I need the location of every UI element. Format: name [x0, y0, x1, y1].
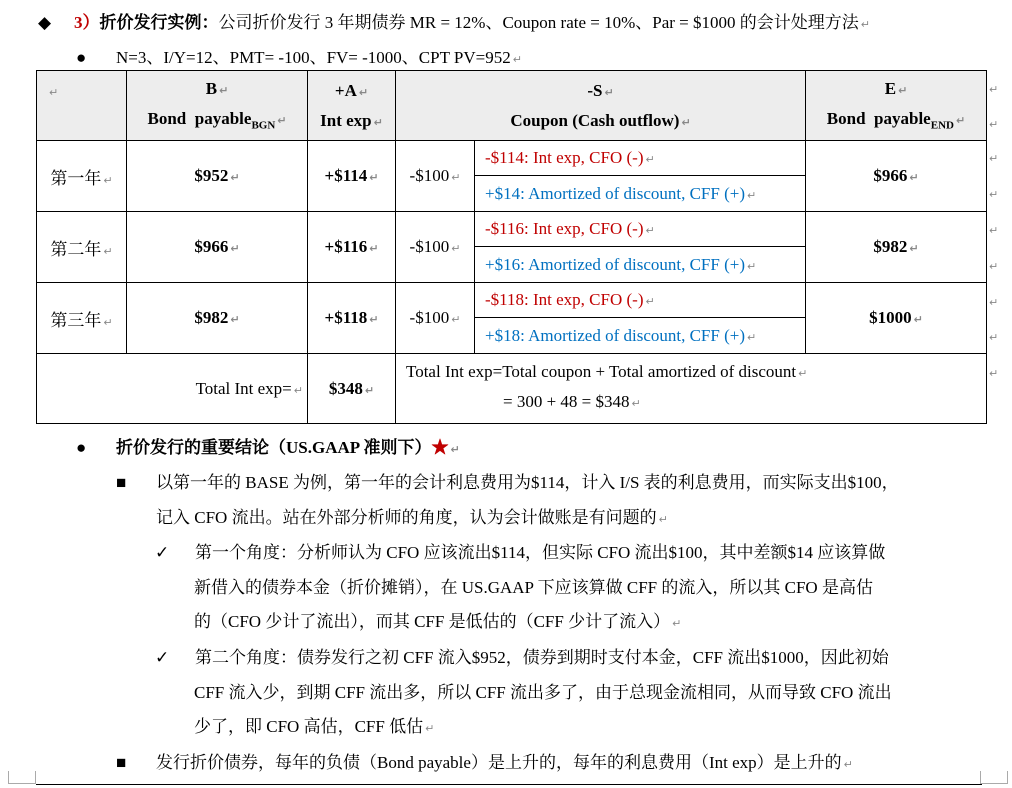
- paragraph-mark-icon: ↵: [450, 443, 460, 456]
- round-bullet-icon: ●: [76, 48, 87, 67]
- conclusion-title: 折价发行的重要结论（US.GAAP 准则下）: [116, 438, 432, 457]
- point-item-cont: [156, 503, 668, 528]
- heading-title: 折价发行实例：: [99, 13, 219, 32]
- check-item: [155, 643, 889, 668]
- checkmark-icon: ✓: [155, 543, 170, 562]
- table-row: [37, 283, 987, 318]
- header-int-exp: +A ↵ Int exp ↵: [308, 71, 396, 141]
- check-line: 少了，即 CFO 高估，CFF 低估: [194, 717, 424, 736]
- paragraph-mark-icon: ↵: [989, 260, 999, 273]
- paragraph-mark-icon: ↵: [989, 296, 999, 309]
- check-line: 第二个角度：债券发行之初 CFF 流入$952，债券到期时支付本金，CFF 流出$1000，因此初始: [195, 648, 889, 667]
- heading-text: 公司折价发行 3 年期债券 MR = 12%、Coupon rate = 10%、Par = $1000 的会计处理方法: [218, 13, 859, 32]
- int-exp-cell: +$118 ↵: [308, 283, 396, 354]
- amortized-cff-cell: +$16: Amortized of discount, CFF (+) ↵: [475, 247, 806, 283]
- coupon-cell: -$100 ↵: [396, 283, 475, 354]
- check-item-cont: [194, 607, 681, 632]
- header-bond-payable-bgn: B ↵ Bond payable$_{BGN}$ ↵: [127, 71, 308, 141]
- total-label-cell: Total Int exp= ↵: [37, 354, 308, 424]
- conclusion-heading: [76, 433, 460, 458]
- check-item-cont: [194, 573, 873, 598]
- paragraph-mark-icon: ↵: [989, 188, 999, 201]
- int-exp-cfo-cell: -$114: Int exp, CFO (-) ↵: [475, 141, 806, 176]
- point-line: 记入 CFO 流出。站在外部分析师的角度，认为会计做账是有问题的: [156, 508, 657, 527]
- paragraph-mark-icon: ↵: [989, 152, 999, 165]
- point-item: [116, 748, 853, 773]
- margin-corner-mark: [8, 771, 36, 784]
- check-item: [155, 538, 885, 563]
- total-row: [37, 354, 987, 424]
- square-bullet-icon: ■: [116, 753, 127, 772]
- year-cell: 第二年 ↵: [37, 212, 127, 283]
- check-line: 新借入的债券本金（折价摊销），在 US.GAAP 下应该算做 CFF 的流入，所以其 CFO 是高估: [194, 578, 873, 597]
- end-cell: $1000 ↵: [806, 283, 987, 354]
- end-cell: $982 ↵: [806, 212, 987, 283]
- table-row: [37, 141, 987, 176]
- calc-text: N=3、I/Y=12、PMT= -100、FV= -1000、CPT PV=952: [116, 48, 511, 67]
- total-value-cell: $348 ↵: [308, 354, 396, 424]
- point-line: 发行折价债券，每年的负债（Bond payable）是上升的，每年的利息费用（Int exp）是上升的: [156, 753, 842, 772]
- total-formula-line2: = 300 + 48 = $348: [503, 392, 630, 411]
- paragraph-mark-icon: ↵: [658, 513, 668, 526]
- bgn-cell: $982 ↵: [127, 283, 308, 354]
- end-cell: $966 ↵: [806, 141, 987, 212]
- table-row: [37, 212, 987, 247]
- check-line: CFF 流入少，到期 CFF 流出多，所以 CFF 流出多了，由于总现金流相同，从而导致 CFO 流出: [194, 683, 892, 702]
- point-line: 以第一年的 BASE 为例，第一年的会计利息费用为$114，计入 I/S 表的利息费用，而实际支出$100，: [156, 473, 899, 492]
- paragraph-mark-icon: ↵: [860, 18, 870, 31]
- check-line: 的（CFO 少计了流出），而其 CFF 是低估的（CFF 少计了流入）: [194, 612, 671, 631]
- check-item-cont: [194, 712, 434, 737]
- amortized-cff-cell: +$18: Amortized of discount, CFF (+) ↵: [475, 318, 806, 354]
- section-heading: [38, 8, 870, 33]
- paragraph-mark-icon: ↵: [989, 331, 999, 344]
- page-margin-bar: [0, 771, 1012, 788]
- header-empty-cell: ↵: [37, 71, 127, 141]
- paragraph-mark-icon: ↵: [672, 617, 682, 630]
- header-coupon: -S ↵ Coupon (Cash outflow) ↵: [396, 71, 806, 141]
- year-cell: 第一年 ↵: [37, 141, 127, 212]
- header-bond-payable-end: E ↵ Bond payable$_{END}$ ↵: [806, 71, 987, 141]
- coupon-cell: -$100 ↵: [396, 212, 475, 283]
- int-exp-cfo-cell: -$116: Int exp, CFO (-) ↵: [475, 212, 806, 247]
- point-item: [116, 468, 899, 493]
- int-exp-cell: +$114 ↵: [308, 141, 396, 212]
- paragraph-mark-icon: ↵: [512, 53, 522, 66]
- checkmark-icon: ✓: [155, 648, 170, 667]
- bgn-cell: $952 ↵: [127, 141, 308, 212]
- paragraph-mark-icon: ↵: [425, 722, 435, 735]
- paragraph-mark-icon: ↵: [989, 367, 999, 380]
- paragraph-mark-icon: ↵: [989, 83, 999, 96]
- calc-line: [76, 43, 522, 68]
- total-formula-line1: Total Int exp=Total coupon + Total amortized of discount: [406, 362, 797, 381]
- paragraph-mark-icon: ↵: [843, 758, 853, 771]
- check-line: 第一个角度：分析师认为 CFO 应该流出$114，但实际 CFO 流出$100，其中差额$14 应该算做: [195, 543, 886, 562]
- amortized-cff-cell: +$14: Amortized of discount, CFF (+) ↵: [475, 176, 806, 212]
- square-bullet-icon: ■: [116, 473, 127, 492]
- check-item-cont: [194, 678, 892, 703]
- round-bullet-icon: ●: [76, 438, 87, 457]
- bond-table: [36, 70, 987, 424]
- margin-corner-mark: [980, 771, 1008, 784]
- paragraph-mark-icon: ↵: [989, 224, 999, 237]
- total-formula-cell: Total Int exp=Total coupon + Total amortized of discount ↵ = 300 + 48 = $348 ↵: [396, 354, 987, 424]
- year-cell: 第三年 ↵: [37, 283, 127, 354]
- star-icon: ★: [431, 438, 449, 457]
- heading-number: 3）: [74, 13, 100, 32]
- bgn-cell: $966 ↵: [127, 212, 308, 283]
- int-exp-cfo-cell: -$118: Int exp, CFO (-) ↵: [475, 283, 806, 318]
- int-exp-cell: +$116 ↵: [308, 212, 396, 283]
- page-bottom-rule: [36, 784, 982, 785]
- table-header-row: [37, 71, 987, 141]
- diamond-bullet-icon: ◆: [38, 13, 52, 32]
- paragraph-mark-icon: ↵: [989, 118, 999, 131]
- coupon-cell: -$100 ↵: [396, 141, 475, 212]
